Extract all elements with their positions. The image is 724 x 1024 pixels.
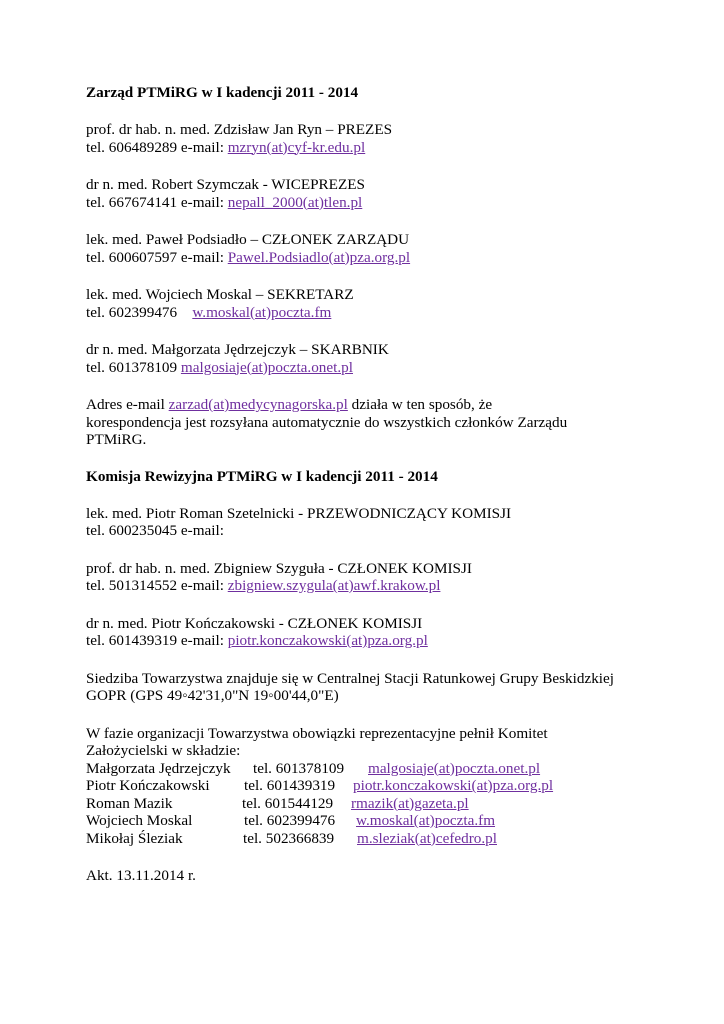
- founder-name: Piotr Kończakowski: [86, 777, 210, 794]
- founder-row: [86, 777, 646, 795]
- member-tel: tel. 601378109: [86, 358, 181, 376]
- member-email-link[interactable]: piotr.konczakowski(at)pza.org.pl: [227, 632, 428, 649]
- member-name: dr n. med. Małgorzata Jędrzejczyk – SKARBNIK: [86, 341, 389, 358]
- board-member-1: [86, 176, 646, 211]
- member-name: prof. dr hab. n. med. Zdzisław Jan Ryn – PREZES: [86, 121, 393, 138]
- member-name: lek. med. Paweł Podsiadło – CZŁONEK ZARZĄDU: [86, 231, 410, 248]
- audit-member-1: [86, 560, 646, 595]
- member-email-link[interactable]: malgosiaje(at)poczta.onet.pl: [180, 358, 353, 376]
- member-email-link[interactable]: Pawel.Podsiadlo(at)pza.org.pl: [227, 248, 411, 266]
- seat-info: [86, 670, 646, 705]
- founder-row: [86, 830, 646, 848]
- founder-row: [86, 760, 646, 778]
- founder-row: [86, 812, 646, 830]
- founder-tel: tel. 601544129: [242, 794, 334, 812]
- board-email-link[interactable]: zarzad(at)medycynagorska.pl: [168, 396, 348, 413]
- board-member-2: [86, 231, 646, 266]
- founder-email-link[interactable]: rmazik(at)gazeta.pl: [351, 794, 469, 812]
- founder-email-link[interactable]: m.sleziak(at)cefedro.pl: [357, 829, 497, 847]
- founder-email-link[interactable]: malgosiaje(at)poczta.onet.pl: [368, 759, 541, 777]
- member-tel: tel. 667674141 e-mail:: [86, 193, 228, 211]
- founder-tel: tel. 602399476: [244, 812, 336, 829]
- founders-intro: Założycielski w składzie:: [86, 742, 241, 759]
- member-name: dr n. med. Piotr Kończakowski - CZŁONEK KOMISJI: [86, 614, 423, 632]
- note-text: PTMiRG.: [86, 431, 147, 448]
- founder-tel: tel. 601439319: [244, 777, 336, 794]
- member-tel: tel. 600607597 e-mail:: [86, 248, 228, 266]
- member-email-link[interactable]: zbigniew.szygula(at)awf.krakow.pl: [227, 577, 441, 594]
- member-tel: tel. 501314552 e-mail:: [86, 577, 228, 594]
- founder-name: Roman Mazik: [86, 794, 173, 812]
- note-text: działa w ten sposób, że: [347, 396, 493, 413]
- member-email-link[interactable]: nepall_2000(at)tlen.pl: [227, 193, 363, 211]
- audit-member-2: [86, 615, 646, 650]
- board-member-4: [86, 341, 646, 376]
- board-member-3: [86, 286, 646, 321]
- founder-name: Małgorzata Jędrzejczyk: [86, 759, 231, 777]
- member-name: lek. med. Piotr Roman Szetelnicki - PRZEWODNICZĄCY KOMISJI: [86, 504, 512, 522]
- audit-heading: Komisja Rewizyjna PTMiRG w I kadencji 2011 - 2014: [86, 467, 438, 485]
- seat-text: Siedziba Towarzystwa znajduje się w Centralnej Stacji Ratunkowej Grupy Beskidzkiej: [86, 669, 614, 687]
- member-name: prof. dr hab. n. med. Zbigniew Szyguła - CZŁONEK KOMISJI: [86, 559, 472, 577]
- founder-row: [86, 795, 646, 813]
- founder-tel: tel. 502366839: [243, 829, 335, 847]
- founder-name: Wojciech Moskal: [86, 812, 193, 829]
- note-text: Adres e-mail: [86, 396, 169, 413]
- audit-member-0: [86, 505, 646, 540]
- board-member-0: [86, 121, 646, 156]
- member-email-link[interactable]: mzryn(at)cyf-kr.edu.pl: [227, 138, 366, 156]
- founder-email-link[interactable]: piotr.konczakowski(at)pza.org.pl: [353, 777, 554, 794]
- document-page: [86, 84, 646, 885]
- founders-intro: W fazie organizacji Towarzystwa obowiązki reprezentacyjne pełnił Komitet: [86, 724, 548, 742]
- update-date: Akt. 13.11.2014 r.: [86, 867, 196, 884]
- seat-text: GOPR (GPS 49◦42'31,0"N 19◦00'44,0"E): [86, 687, 339, 704]
- note-text: korespondencja jest rozsyłana automatycznie do wszystkich członków Zarządu: [86, 413, 568, 431]
- founder-tel: tel. 601378109: [253, 759, 345, 777]
- member-tel: tel. 601439319 e-mail:: [86, 632, 228, 649]
- member-name: dr n. med. Robert Szymczak - WICEPREZES: [86, 176, 365, 193]
- board-heading: Zarząd PTMiRG w I kadencji 2011 - 2014: [86, 84, 359, 101]
- founder-name: Mikołaj Śleziak: [86, 829, 183, 847]
- founders-section: [86, 725, 646, 848]
- member-tel: tel. 600235045 e-mail:: [86, 522, 224, 539]
- member-email-link[interactable]: w.moskal(at)poczta.fm: [192, 303, 332, 321]
- member-tel: tel. 606489289 e-mail:: [86, 138, 228, 156]
- member-tel: tel. 602399476: [86, 303, 193, 321]
- founder-email-link[interactable]: w.moskal(at)poczta.fm: [356, 812, 496, 829]
- board-email-note: [86, 396, 646, 449]
- member-name: lek. med. Wojciech Moskal – SEKRETARZ: [86, 286, 354, 303]
